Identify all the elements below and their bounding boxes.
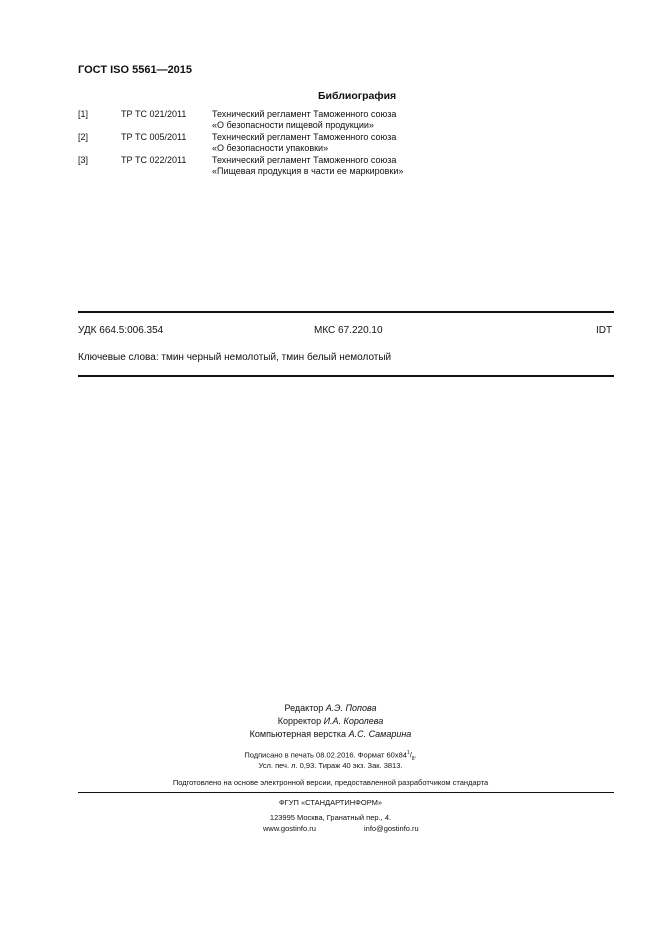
corrector-label: Корректор	[277, 716, 322, 726]
entry-number: [1]	[78, 109, 89, 119]
format-numerator: 1	[406, 750, 410, 756]
entry-description	[212, 155, 403, 177]
entry-code: ТР ТС 005/2011	[121, 132, 187, 142]
entry-line1: Технический регламент Таможенного союза	[212, 109, 397, 119]
bibliography-entry	[78, 109, 614, 131]
publisher-address: 123995 Москва, Гранатный пер., 4.	[269, 813, 392, 822]
format-denominator: 8	[411, 756, 415, 762]
editor-credit	[0, 703, 661, 713]
layout-name: А.С. Самарина	[348, 729, 412, 739]
top-divider	[78, 311, 614, 313]
email-link[interactable]: info@gostinfo.ru	[364, 824, 419, 833]
entry-code: ТР ТС 021/2011	[121, 109, 187, 119]
corrector-name: И.А. Королева	[323, 716, 384, 726]
standard-number: ГОСТ ISO 5561—2015	[78, 64, 193, 76]
signed-line: Подписано в печать 08.02.2016. Формат $60x84^1/_8$.	[244, 750, 417, 762]
layout-credit	[0, 729, 661, 739]
editor-label: Редактор	[284, 703, 324, 713]
entry-line1: Технический регламент Таможенного союза	[212, 132, 397, 142]
publisher-name: ФГУП «СТАНДАРТИНФОРМ»	[278, 798, 383, 807]
footer-divider	[78, 792, 614, 793]
bibliography-entry	[78, 132, 614, 154]
entry-number: [2]	[78, 132, 89, 142]
bottom-divider	[78, 375, 614, 377]
bibliography-entry	[78, 155, 614, 177]
corrector-credit	[0, 716, 661, 726]
idt-label: IDT	[596, 325, 613, 336]
entry-line1: Технический регламент Таможенного союза	[212, 155, 397, 165]
mks-code: МКС 67.220.10	[314, 325, 383, 336]
website-link[interactable]: www.gostinfo.ru	[263, 824, 316, 833]
entry-number: [3]	[78, 155, 89, 165]
layout-label: Компьютерная верстка	[249, 729, 347, 739]
signed-text: Подписано в печать 08.02.2016. Формат 60x84	[244, 750, 407, 760]
entry-code: ТР ТС 022/2011	[121, 155, 187, 165]
print-line: Усл. печ. л. 0,93. Тираж 40 экз. Зак. 3813.	[258, 761, 403, 770]
entry-line2: «Пищевая продукция в части ее маркировки»	[212, 166, 404, 176]
editor-name: А.Э. Попова	[325, 703, 377, 713]
prepared-line: Подготовлено на основе электронной версии, предоставленной разработчиком стандарта	[172, 778, 489, 787]
entry-line2: «О безопасности упаковки»	[212, 143, 329, 153]
bibliography-title: Библиография	[318, 90, 397, 102]
udk-code: УДК 664.5:006.354	[78, 325, 164, 336]
keywords: Ключевые слова: тмин черный немолотый, тмин белый немолотый	[78, 352, 392, 363]
entry-line2: «О безопасности пищевой продукции»	[212, 120, 374, 130]
entry-description	[212, 109, 396, 131]
entry-description	[212, 132, 396, 154]
